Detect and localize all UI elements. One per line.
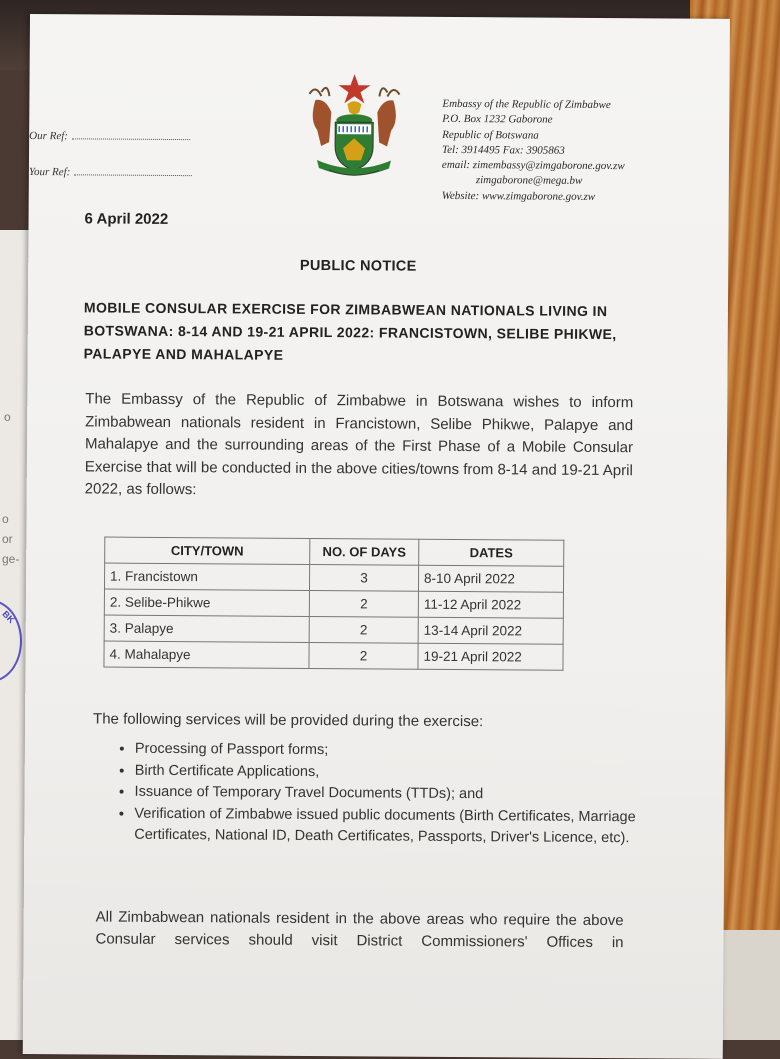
underlying-text-fragment: ge- <box>2 552 20 566</box>
address-line: P.O. Box 1232 Gaborone <box>442 113 553 126</box>
address-email: email: zimembassy@zimgaborone.gov.zw <box>441 159 625 173</box>
letter-date: 6 April 2022 <box>84 210 169 228</box>
service-item: • Processing of Passport forms; <box>135 739 695 764</box>
services-intro: The following services will be provided during the exercise: <box>93 710 484 731</box>
column-header-days: NO. OF DAYS <box>310 538 419 565</box>
address-line: Embassy of the Republic of Zimbabwe <box>442 97 611 112</box>
services-list <box>86 738 695 850</box>
city-cell: 4. Mahalapye <box>104 641 309 668</box>
underlying-text-fragment: o <box>4 410 11 424</box>
address-website: Website: www.zimgaborone.gov.zw <box>441 189 596 203</box>
column-header-dates: DATES <box>419 539 564 566</box>
city-cell: 1. Francistown <box>104 563 309 590</box>
our-ref-line <box>29 130 190 143</box>
dates-cell: 19-21 April 2022 <box>418 643 563 670</box>
our-ref-label: Our Ref: <box>29 129 68 143</box>
table-row <box>104 641 563 670</box>
intro-paragraph: The Embassy of the Republic of Zimbabwe in Botswana wishes to inform Zimbabwean nationals resident in Francistown, Selibe Phikwe, Palapye and Mahalapye and the surrounding areas of the First Phase of a Mobile Consular Exercise that will be conducted in the above cities/towns from 8-14 and 19-21 April 2022, as follows: <box>84 390 634 499</box>
service-item: • Verification of Zimbabwe issued public documents (Birth Certificates, Marriage Certificates, National ID, Death Certificates, Passports, Driver's Licence, etc). <box>134 803 694 850</box>
city-cell: 2. Selibe-Phikwe <box>104 589 309 616</box>
schedule-table <box>103 537 564 671</box>
city-cell: 3. Palapye <box>104 615 309 642</box>
address-email-alt: zimgaborone@mega.bw <box>475 174 583 188</box>
notice-heading: MOBILE CONSULAR EXERCISE FOR ZIMBABWEAN NATIONALS LIVING IN BOTSWANA: 8-14 AND 19-21 APRIL 2022: FRANCISTOWN, SELIBE PHIKWE, PALAPYE AND MAHALAPYE <box>83 299 617 363</box>
column-header-city: CITY/TOWN <box>105 537 310 564</box>
coat-of-arms-icon <box>291 72 418 185</box>
stamp-text: BK <box>0 608 17 626</box>
underlying-text-fragment: o <box>2 512 9 526</box>
days-cell: 2 <box>309 590 418 617</box>
service-item: • Issuance of Temporary Travel Documents (TTDs); and <box>134 782 694 807</box>
dates-cell: 13-14 April 2022 <box>418 617 563 644</box>
notice-page <box>23 14 730 1059</box>
your-ref-label: Your Ref: <box>28 165 71 179</box>
days-cell: 2 <box>309 616 418 643</box>
days-cell: 3 <box>309 564 418 591</box>
closing-paragraph: All Zimbabwean nationals resident in the above areas who require the above Consular services should visit District Commissioners' Offices in <box>95 908 624 952</box>
notice-title: PUBLIC NOTICE <box>299 257 417 275</box>
underlying-text-fragment: or <box>2 532 13 546</box>
embassy-address-block <box>442 97 625 205</box>
table-header-row <box>105 537 564 566</box>
dates-cell: 11-12 April 2022 <box>418 591 563 618</box>
days-cell: 2 <box>309 642 418 669</box>
table-row <box>104 615 563 644</box>
your-ref-line <box>29 166 193 179</box>
table-row <box>104 589 563 618</box>
service-item: • Birth Certificate Applications, <box>135 760 695 785</box>
our-ref-dotted-line <box>72 138 190 140</box>
dates-cell: 8-10 April 2022 <box>418 565 563 592</box>
address-phone: Tel: 3914495 Fax: 3905863 <box>442 143 565 157</box>
your-ref-dotted-line <box>74 174 192 176</box>
table-row <box>104 563 563 592</box>
address-line: Republic of Botswana <box>442 128 539 142</box>
